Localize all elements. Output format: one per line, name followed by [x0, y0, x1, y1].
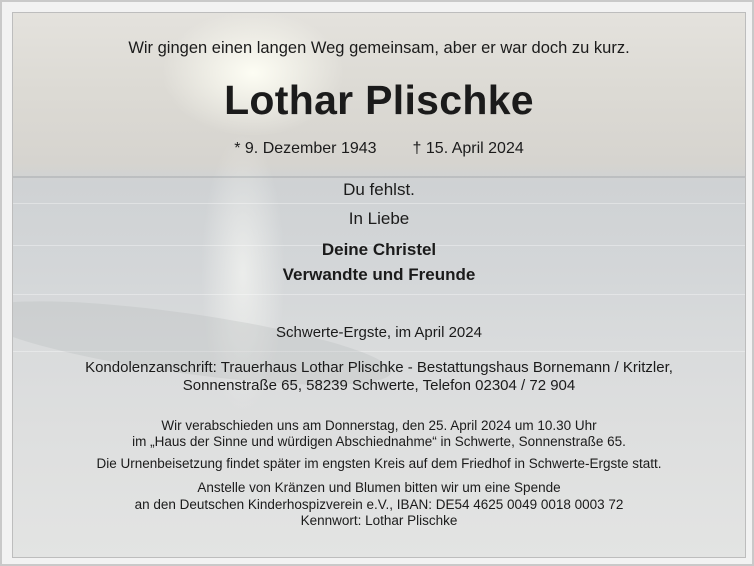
miss-line: Du fehlst.	[343, 180, 415, 199]
signature-primary: Deine Christel	[321, 240, 437, 259]
funeral-info-line-2: im „Haus der Sinne und würdigen Abschiednahme“ in Schwerte, Sonnenstraße 65.	[132, 434, 626, 449]
signature-secondary: Verwandte und Freunde	[282, 265, 476, 284]
death-date: † 15. April 2024	[412, 140, 524, 157]
life-dates	[13, 140, 745, 158]
donation-line-2: an den Deutschen Kinderhospizverein e.V., IBAN: DE54 4625 0049 0018 0003 72	[134, 497, 624, 512]
funeral-info-line-3: Die Urnenbeisetzung findet später im engsten Kreis auf dem Friedhof in Schwerte-Ergste statt.	[96, 456, 662, 471]
birth-date: * 9. Dezember 1943	[234, 140, 377, 157]
condolence-address-line-2: Sonnenstraße 65, 58239 Schwerte, Telefon 02304 / 72 904	[182, 377, 576, 394]
condolence-address-line-1: Kondolenzanschrift: Trauerhaus Lothar Plischke - Bestattungshaus Bornemann / Kritzler,	[85, 359, 673, 376]
funeral-info-line-1: Wir verabschieden uns am Donnerstag, den 25. April 2024 um 10.30 Uhr	[161, 418, 597, 433]
deceased-name: Lothar Plischke	[224, 77, 534, 123]
donation-line-1: Anstelle von Kränzen und Blumen bitten wir um eine Spende	[197, 480, 561, 495]
love-line: In Liebe	[348, 209, 410, 228]
motto-text: Wir gingen einen langen Weg gemeinsam, aber er war doch zu kurz.	[128, 39, 630, 57]
donation-line-3: Kennwort: Lothar Plischke	[300, 513, 458, 528]
obituary-card	[12, 12, 746, 558]
obituary-text	[13, 13, 745, 557]
place-date: Schwerte-Ergste, im April 2024	[276, 324, 482, 341]
